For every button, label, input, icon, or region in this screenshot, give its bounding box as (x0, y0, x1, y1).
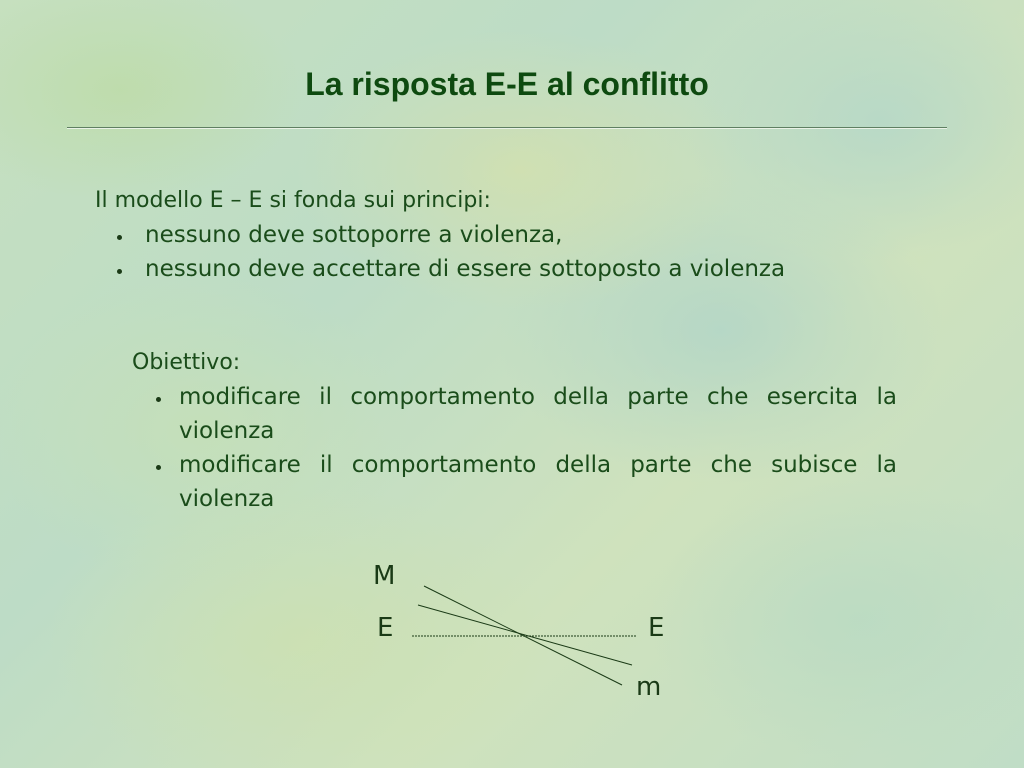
principle-text: nessuno deve sottoporre a violenza, (145, 222, 563, 248)
list-item (95, 252, 945, 286)
label-E-left: E (377, 613, 394, 643)
list-item (132, 448, 897, 516)
objective-text: modificare il comportamento della parte che esercita la violenza (179, 384, 897, 444)
principle-text: nessuno deve accettare di essere sottoposto a violenza (145, 256, 786, 282)
principles-lead: Il modello E – E si fonda sui principi: (95, 188, 491, 213)
label-M: M (373, 561, 396, 591)
e-e-diagram (360, 555, 690, 715)
slide-title: La risposta E-E al conflitto (305, 66, 709, 102)
objective-list (132, 380, 897, 516)
diagonal-line-e (418, 605, 632, 665)
principles-block (95, 184, 945, 286)
list-item (95, 218, 945, 252)
principles-list (95, 218, 945, 286)
objective-block (132, 346, 897, 516)
objective-lead: Obiettivo: (132, 350, 241, 375)
objective-text: modificare il comportamento della parte che subisce la violenza (179, 452, 897, 512)
bullet-icon (156, 397, 161, 402)
bullet-icon (156, 465, 161, 470)
label-E-right: E (648, 613, 665, 643)
bullet-icon (117, 235, 122, 240)
label-m: m (636, 672, 662, 702)
title-divider (67, 127, 947, 129)
list-item (132, 380, 897, 448)
bullet-icon (117, 269, 122, 274)
